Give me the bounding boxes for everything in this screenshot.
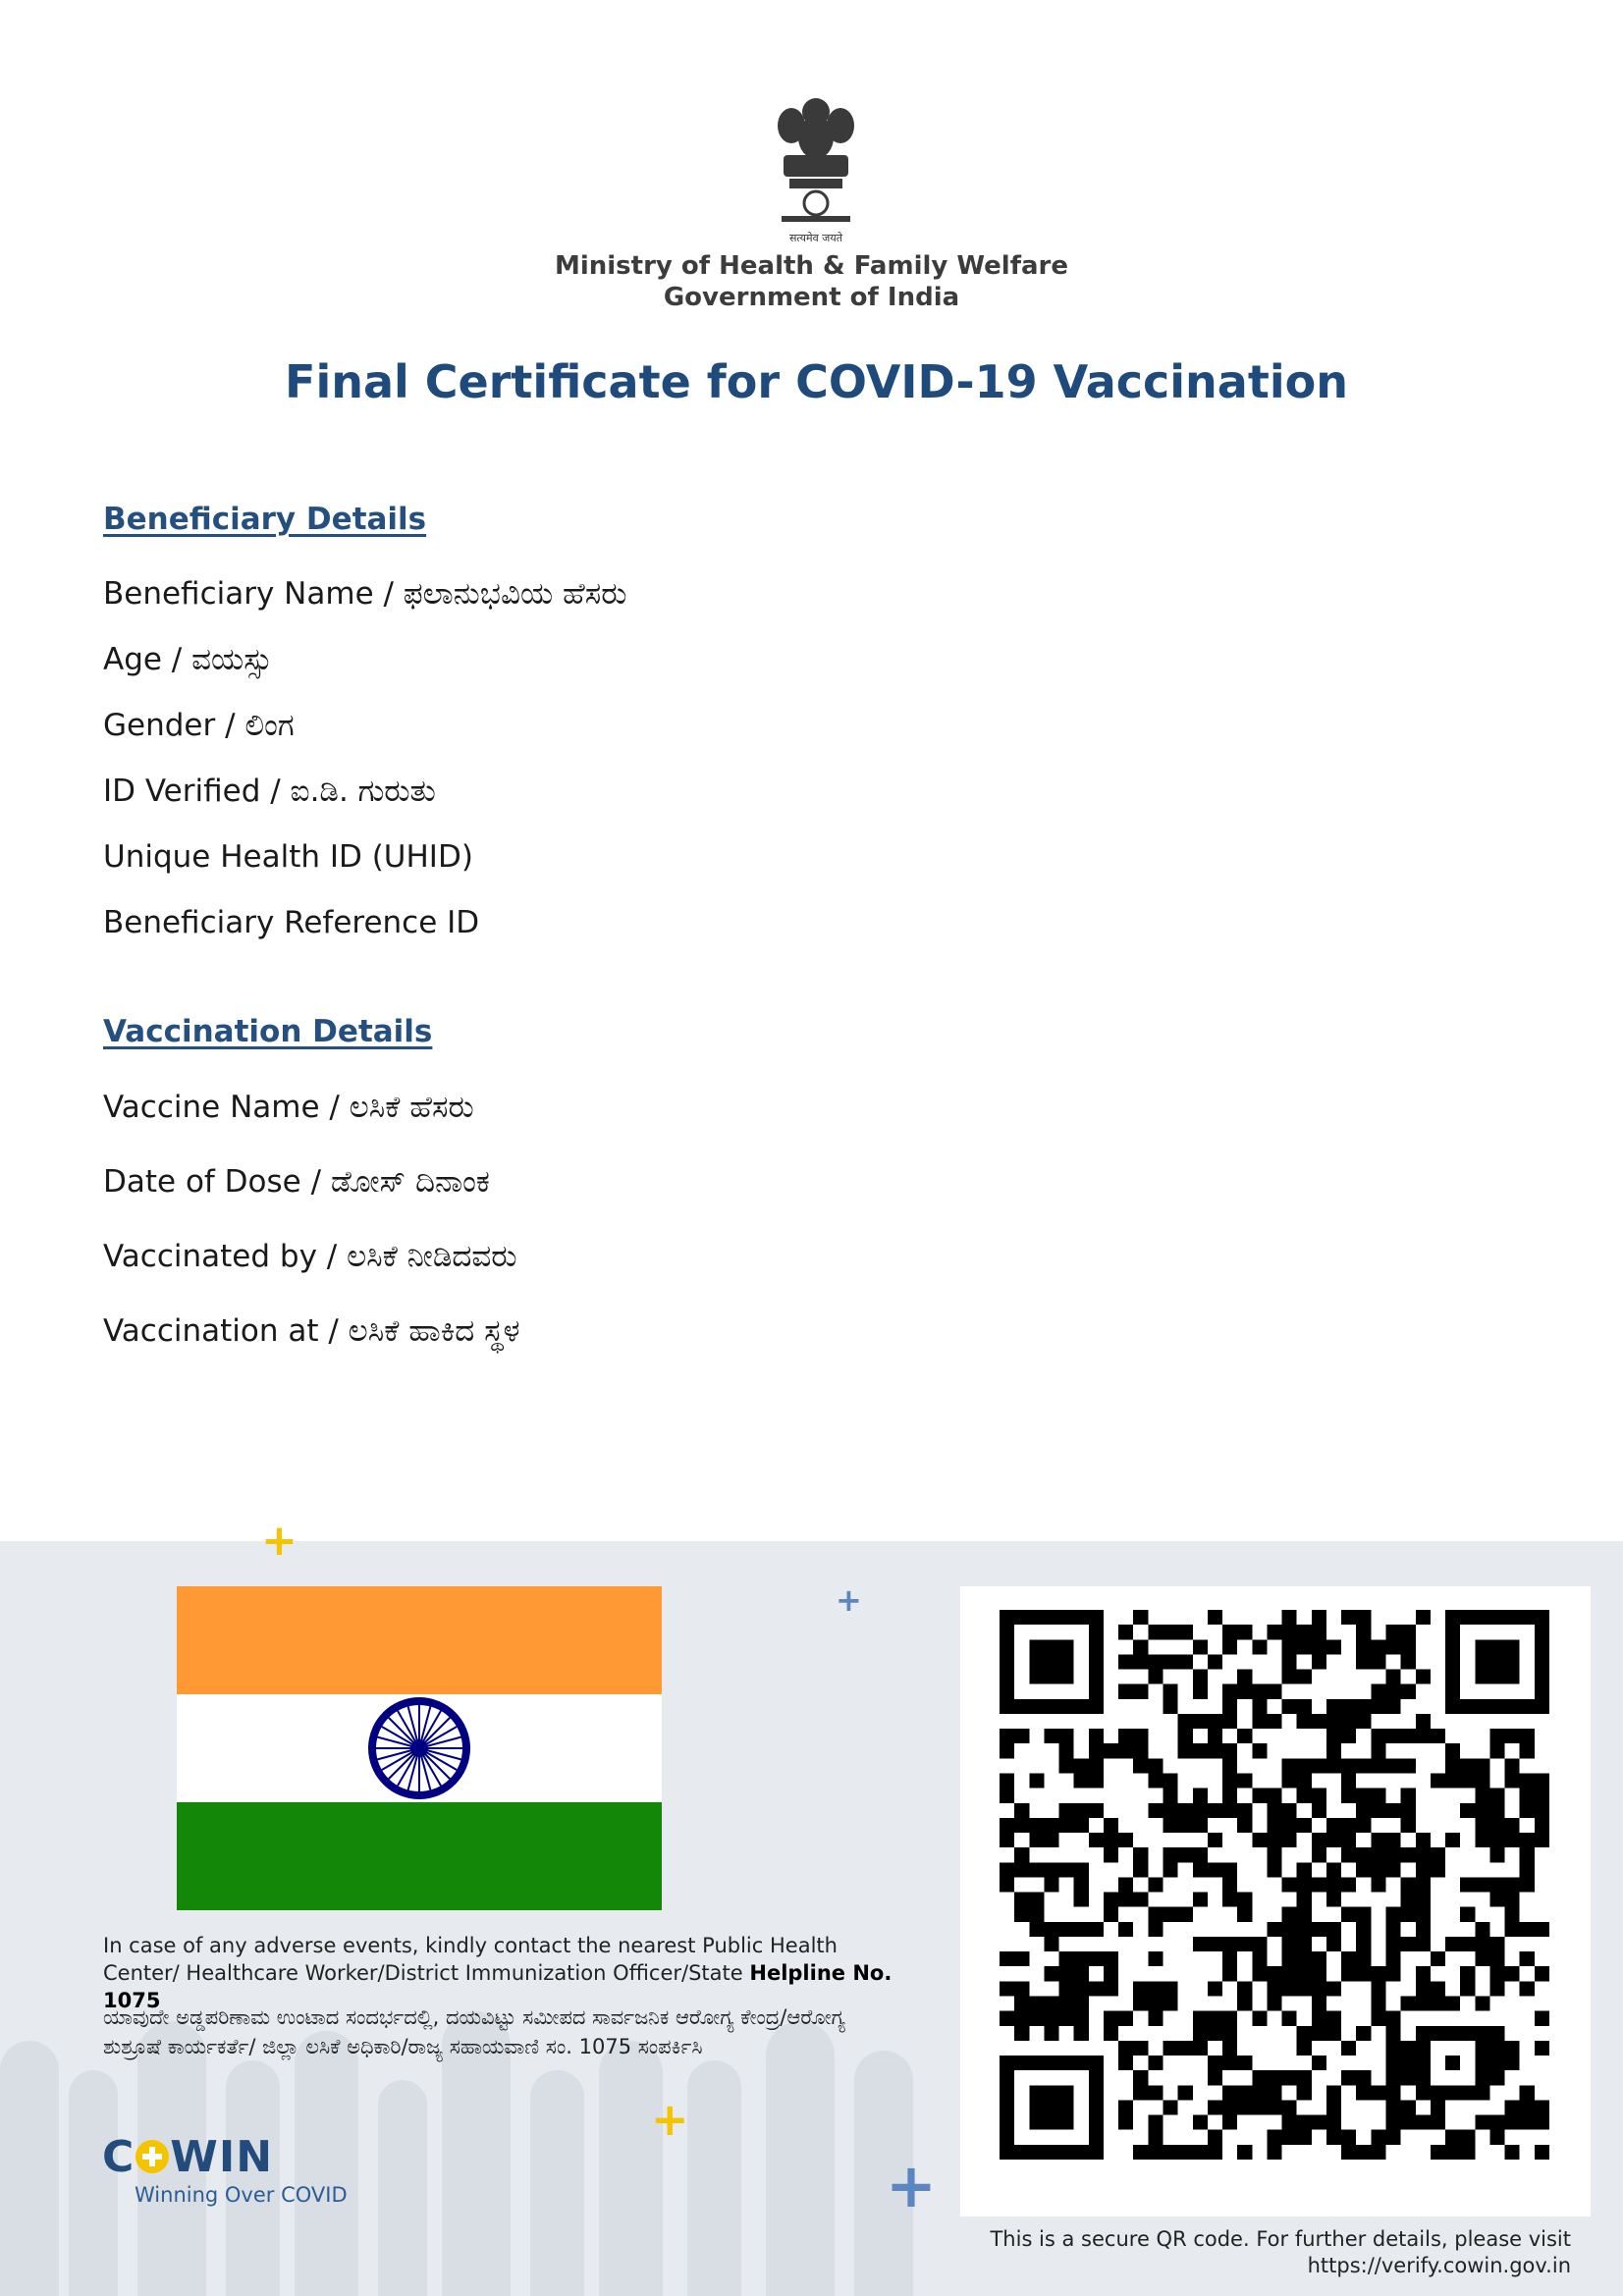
- beneficiary-details-heading: Beneficiary Details: [103, 502, 427, 537]
- field-id-verified: ID Verified / ಐ.ಡಿ. ಗುರುತು: [103, 774, 436, 809]
- field-vaccination-at: Vaccination at / ಲಸಿಕೆ ಹಾಕಿದ ಸ್ಥಳ: [103, 1313, 520, 1349]
- qr-code-panel: [960, 1586, 1591, 2216]
- qr-code-icon: [1000, 1610, 1549, 2160]
- ministry-heading: [0, 250, 1623, 313]
- ministry-line-1: Ministry of Health & Family Welfare: [554, 251, 1069, 281]
- certificate-title: Final Certificate for COVID-19 Vaccination: [285, 355, 1348, 408]
- qr-note-line-1: This is a secure QR code. For further details, please visit: [990, 2227, 1571, 2251]
- field-date-of-dose: Date of Dose / ಡೋಸ್ ದಿನಾಂಕ: [103, 1164, 490, 1200]
- field-age: Age / ವಯಸ್ಸು: [103, 642, 273, 677]
- decor-plus-blue-icon: +: [886, 2150, 937, 2221]
- india-flag-icon: [177, 1586, 662, 1910]
- helpline-number: Helpline No. 1075: [103, 1961, 893, 2012]
- decor-plus-yellow-icon: +: [261, 1516, 298, 1566]
- logo-letter-c: C: [102, 2132, 135, 2182]
- vaccination-details-heading: Vaccination Details: [103, 1014, 433, 1049]
- ministry-line-2: Government of India: [663, 283, 960, 312]
- field-beneficiary-name: Beneficiary Name / ಫಲಾನುಭವಿಯ ಹೆಸರು: [103, 576, 627, 612]
- plus-circle-icon: [135, 2140, 169, 2173]
- notice-text: In case of any adverse events, kindly contact the nearest Public Health Center/ Healthcare Worker/District Immunization Officer/State: [103, 1934, 838, 1985]
- field-gender: Gender / ಲಿಂಗ: [103, 708, 295, 743]
- qr-note: [884, 2226, 1571, 2279]
- state-emblem-icon: [762, 90, 870, 247]
- field-vaccinated-by: Vaccinated by / ಲಸಿಕೆ ನೀಡಿದವರು: [103, 1239, 517, 1274]
- emblem-motto: सत्यमेव जयते: [788, 232, 843, 244]
- cowin-tagline: Winning Over COVID: [135, 2183, 348, 2207]
- field-beneficiary-reference-id: Beneficiary Reference ID: [103, 905, 480, 940]
- logo-letters-win: WIN: [170, 2132, 274, 2182]
- decor-plus-blue-icon: +: [836, 1581, 862, 1619]
- adverse-events-notice-kn: ಯಾವುದೇ ಅಡ್ಡಪರಿಣಾಮ ಉಂಟಾದ ಸಂದರ್ಭದಲ್ಲಿ, ದಯವಿಟ್ಟು ಸಮೀಪದ ಸಾರ್ವಜನಿಕ ಆರೋಗ್ಯ ಕೇಂದ್ರ/ಆರೋಗ್ಯ ಶುಶ್ರೂಷೆ ಕಾರ್ಯಕರ್ತೆ/ ಜಿಲ್ಲಾ ಲಸಿಕೆ ಅಧಿಕಾರಿ/ರಾಜ್ಯ ಸಹಾಯವಾಣಿ ಸಂ. 1075 ಸಂಪರ್ಕಿಸಿ: [103, 2005, 845, 2058]
- decor-plus-yellow-icon: +: [651, 2093, 689, 2146]
- cowin-logo: [102, 2132, 273, 2182]
- field-uhid: Unique Health ID (UHID): [103, 839, 473, 875]
- verify-url: https://verify.cowin.gov.in: [1307, 2254, 1571, 2277]
- field-vaccine-name: Vaccine Name / ಲಸಿಕೆ ಹೆಸರು: [103, 1090, 474, 1125]
